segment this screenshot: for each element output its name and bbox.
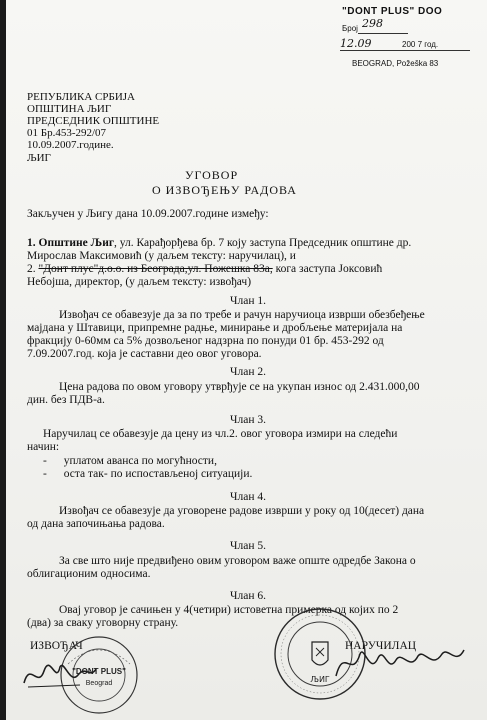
clan-1-line-4: 7.09.2007.год. која је саставни део овог уговора.	[27, 348, 262, 360]
clan-4-heading: Члан 4.	[230, 491, 266, 503]
stamp-date-line	[340, 50, 470, 51]
client-signature	[330, 636, 470, 686]
contractor-signature	[20, 655, 100, 695]
contractor-stamp-city: Beograd	[85, 680, 113, 687]
clan-2-line-2: дин. без ПДВ-а.	[27, 394, 105, 406]
registration-stamp	[332, 4, 482, 74]
clan-6-heading: Члан 6.	[230, 590, 266, 602]
clan-5-line-2: облигационим односима.	[27, 568, 151, 580]
stamp-firm-name: "DONT PLUS" DOO	[342, 6, 443, 17]
clan-3-bullet-1: - уплатом аванса по могућности,	[43, 455, 217, 467]
stamp-broj-label: Број	[342, 24, 358, 33]
document-title: УГОВОР	[185, 168, 239, 182]
header-republic: РЕПУБЛИКА СРБИЈА	[27, 91, 135, 103]
header-date: 10.09.2007.године.	[27, 139, 114, 151]
clan-3-line-1: Наручилац се обавезује да цену из чл.2. овог уговора измири на следећи	[43, 428, 398, 440]
stamp-broj-line	[358, 33, 408, 34]
stamp-broj-value: 298	[362, 17, 383, 30]
clan-6-line-1: Овај уговор је сачињен у 4(четири) истоветна примерка од којих по 2	[59, 604, 399, 616]
clan-3-bullet-2-text: оста так- по испостављеној ситуацији.	[63, 468, 253, 480]
clan-5-heading: Члан 5.	[230, 540, 266, 552]
party-2-line-1	[27, 263, 382, 275]
stamp-year-value: 200 7 год.	[402, 40, 439, 49]
party-1-line-2: Мирослав Максимовић (у даљем тексту: наручилац), и	[27, 250, 296, 262]
party-1-details: , ул. Карађорђева бр. 7 коју заступа Председник општине др.	[114, 237, 412, 249]
stamp-address: BEOGRAD, Požeška 83	[352, 59, 439, 68]
clan-3-bullet-1-text: уплатом аванса по могућности,	[63, 455, 217, 467]
stamp-date-value: 12.09	[340, 37, 372, 50]
client-stamp-city: ЉИГ	[310, 675, 330, 684]
clan-2-heading: Члан 2.	[230, 366, 266, 378]
party-2-number: 2.	[27, 263, 39, 275]
intro-line: Закључен у Љигу дана 10.09.2007.године између:	[27, 208, 269, 220]
header-president: ПРЕДСЕДНИК ОПШТИНЕ	[27, 115, 160, 127]
coat-of-arms-icon	[312, 642, 328, 665]
clan-1-line-3: фракцију 0-60мм са 5% дозвољеног надзрна по понуди 01 бр. 453-292 од	[27, 335, 384, 347]
clan-4-line-1: Извођач се обавезује да уговорене радове изврши у року од 10(десет) дана	[59, 505, 425, 517]
clan-2-line-1: Цена радова по овом уговору утврђује се на укупан износ од 2.431.000,00	[59, 381, 420, 393]
scan-edge-shadow	[0, 0, 6, 720]
contractor-stamp-firm: "DONT PLUS"	[72, 667, 126, 676]
clan-4-line-2: од дана започињања радова.	[27, 518, 165, 530]
party-1-number: 1.	[27, 237, 36, 249]
header-reference-number: 01 Бр.453-292/07	[27, 127, 107, 139]
party-2-line-2: Небојша, директор, (у даљем тексту: извођач)	[27, 276, 252, 288]
header-city: ЉИГ	[27, 152, 51, 164]
party-1-line-1	[27, 237, 411, 249]
document-subtitle: О ИЗВОЂЕЊУ РАДОВА	[152, 183, 297, 197]
clan-1-line-2: мајдана у Штавици, припремне радње, минирање и дробљење материјала на	[27, 322, 403, 334]
clan-1-line-1: Извођач се обавезује да за по требе и рачун наручиоца изврши обезбеђење	[59, 309, 425, 321]
signature-label-contractor: ИЗВОЂАЧ	[30, 640, 83, 652]
clan-3-heading: Члан 3.	[230, 414, 266, 426]
clan-1-heading: Члан 1.	[230, 295, 266, 307]
party-1-name: Општине Љиг	[38, 237, 115, 249]
clan-6-line-2: (два) за сваку уговорну страну.	[27, 617, 179, 629]
signature-label-client: НАРУЧИЛАЦ	[345, 640, 417, 652]
clan-5-line-1: За све што није предвиђено овим уговором важе опште одредбе Закона о	[59, 555, 416, 567]
clan-3-bullet-2: - оста так- по испостављеној ситуацији.	[43, 468, 253, 480]
party-2-rep: кога заступа Јоксовић	[272, 263, 383, 275]
party-2-name: "Донт плус"д.о.о. из Београда,ул. Пожешка 83а,	[38, 263, 273, 275]
header-municipality: ОПШТИНА ЉИГ	[27, 103, 112, 115]
clan-3-line-2: начин:	[27, 441, 60, 453]
